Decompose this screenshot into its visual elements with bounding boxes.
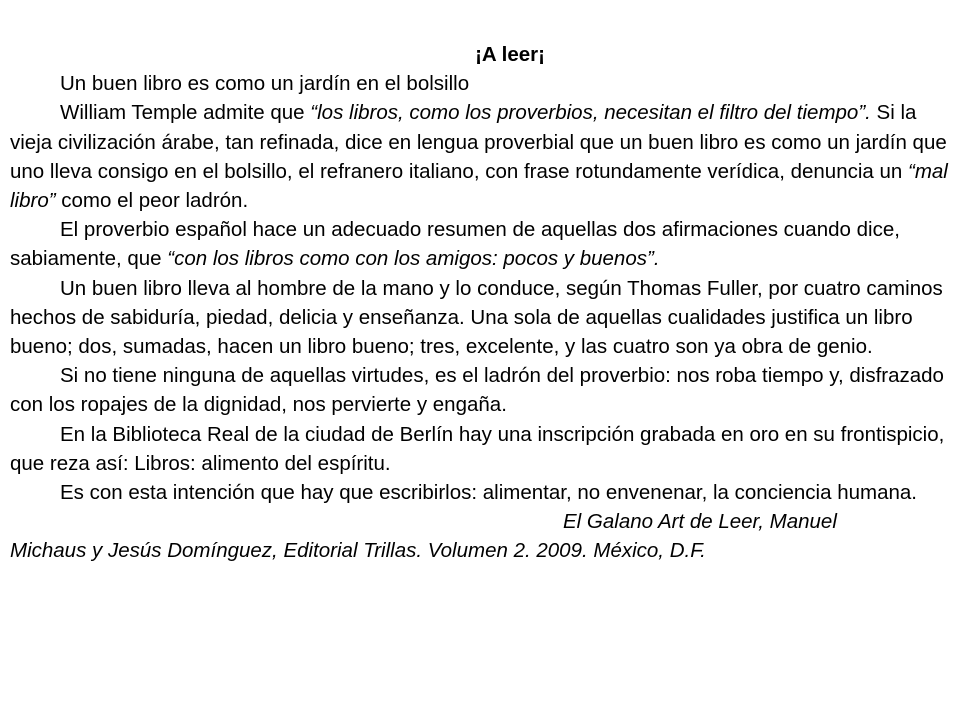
paragraph [10,478,950,507]
paragraph-text: Si la vieja civilización árabe, tan refinada, dice en lengua proverbial que un buen libro es como un jardín que uno lleva consigo en el bolsillo, el refranero italiano, con frase rotundamente verídica, denuncia un [10,101,947,183]
paragraph-text: Si no tiene ninguna de aquellas virtudes, es el ladrón del proverbio: nos roba tiempo y, disfrazado con los ropajes de la dignidad, nos pervierte y engaña. [10,364,944,417]
quoted-text: “los libros, como los proverbios, necesitan el filtro del tiempo”. [310,101,871,125]
citation-line-2: Michaus y Jesús Domínguez, Editorial Trillas. Volumen 2. 2009. México, D.F. [10,539,706,563]
paragraph-text: Un buen libro lleva al hombre de la mano y lo conduce, según Thomas Fuller, por cuatro caminos hechos de sabiduría, piedad, delicia y enseñanza. Una sola de aquellas cualidades justifica un libro bueno; dos, sumadas, hacen un libro bueno; tres, excelente, y las cuatro son ya obra de genio. [10,276,943,359]
paragraph [10,98,950,215]
paragraph-text: como el peor ladrón. [55,189,249,213]
citation-line-1: El Galano Art de Leer, Manuel [563,510,837,534]
paragraph-text: El proverbio español hace un adecuado resumen de aquellas dos afirmaciones cuando dice, sabiamente, que [10,218,900,271]
paragraph [10,215,950,273]
paragraph-text: Es con esta intención que hay que escribirlos: alimentar, no envenenar, la conciencia humana. [60,481,917,505]
paragraph-list [10,98,950,507]
paragraph-text: En la Biblioteca Real de la ciudad de Berlín hay una inscripción grabada en oro en su frontispicio, que reza así: Libros: alimento del espíritu. [10,422,945,475]
quoted-text: “con los libros como con los amigos: pocos y buenos”. [167,247,660,271]
source-citation [10,507,950,565]
paragraph-text: William Temple admite que [60,101,311,125]
paragraph [10,274,950,362]
document-body [10,40,950,566]
document-subtitle: Un buen libro es como un jardín en el bolsillo [60,72,470,96]
paragraph [10,420,950,478]
document-title: ¡A leer¡ [475,43,545,66]
paragraph [10,361,950,419]
quoted-text: “mal libro” [10,159,948,213]
